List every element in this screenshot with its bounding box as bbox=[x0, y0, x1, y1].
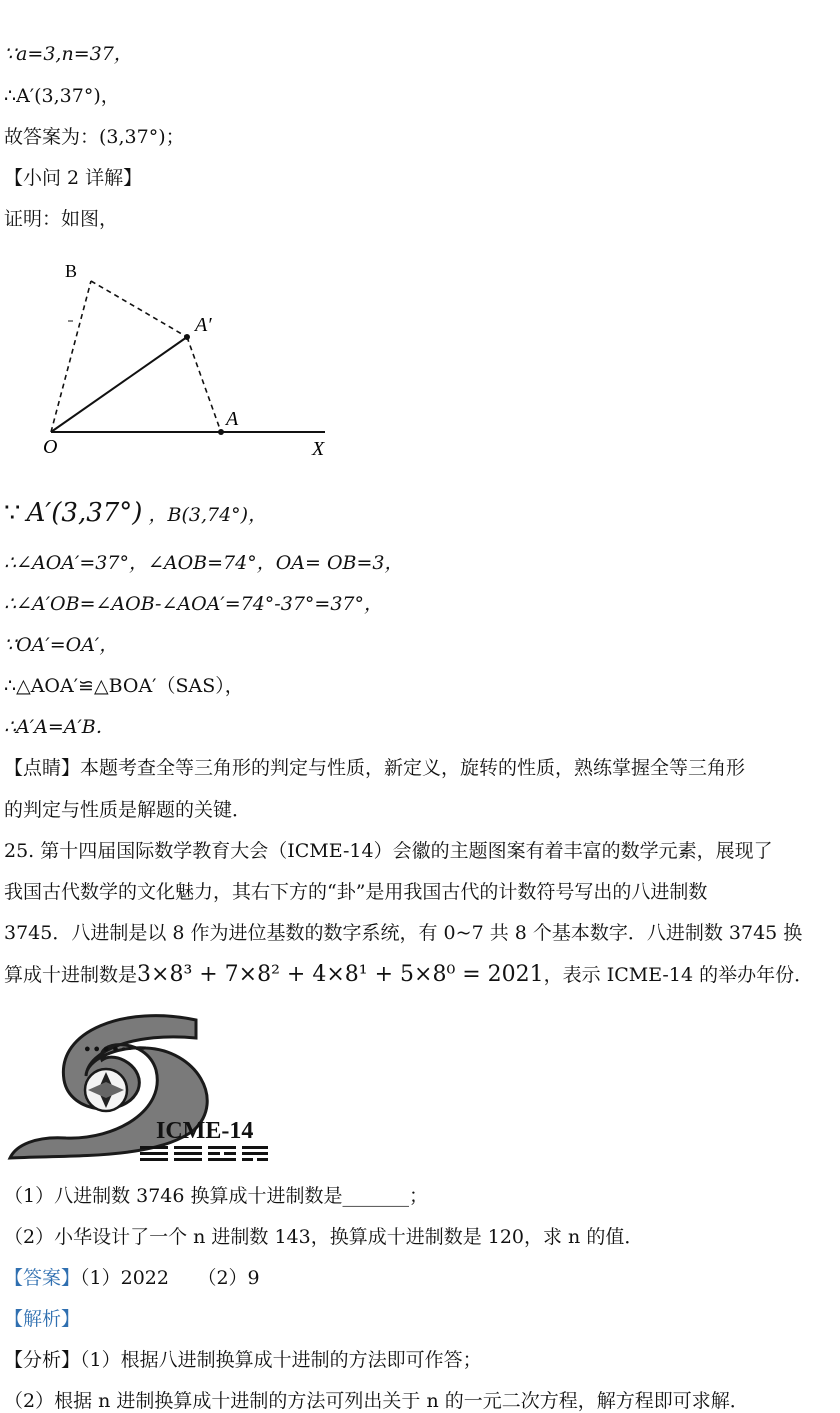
line-given-a-n: ∵a=3,n=37， bbox=[4, 43, 133, 65]
segment-aprimea bbox=[187, 337, 221, 432]
line-analysis-2: （2）根据 n 进制换算成十进制的方法可列出关于 n 的一元二次方程，解方程即可求解． bbox=[4, 1390, 749, 1412]
octal-conversion-formula: 3×8³ + 7×8² + 4×8¹ + 5×8⁰ = 2021 bbox=[137, 962, 544, 987]
line-comment-1: 【点睛】本题考查全等三角形的判定与性质，新定义，旋转的性质，熟练掌握全等三角形 bbox=[4, 757, 746, 779]
line-part-1: （1）八进制数 3746 换算成十进制数是_______； bbox=[4, 1185, 429, 1207]
because-symbol: ∵ bbox=[4, 498, 21, 528]
label-b: B bbox=[65, 261, 78, 281]
logo-counting-rods bbox=[140, 1146, 268, 1161]
line-q25-2: 我国古代数学的文化魅力，其右下方的“卦”是用我国古代的计数符号写出的八进制数 bbox=[4, 881, 708, 903]
line-conclusion: ∴A′A=A′B． bbox=[4, 716, 115, 738]
line-angle-calc: ∴∠A′OB=∠AOB-∠AOA′=74°-37°=37°， bbox=[4, 593, 383, 615]
point-a bbox=[218, 429, 224, 435]
logo-text: ICME-14 bbox=[156, 1118, 254, 1144]
label-o: O bbox=[43, 436, 58, 458]
line-answer-1: 故答案为：(3,37°)； bbox=[4, 126, 185, 148]
line-subquestion-2-header: 【小问 2 详解】 bbox=[4, 167, 143, 189]
answer-values: （1）2022 （2）9 bbox=[80, 1267, 260, 1289]
aprime-polar: A′(3,37°) bbox=[26, 498, 143, 528]
line-congruence: ∴△AOA′≌△BOA′（SAS）， bbox=[4, 675, 244, 697]
segment-baprime bbox=[91, 281, 187, 337]
line-angles: ∴∠AOA′=37°，∠AOB=74°，OA= OB=3， bbox=[4, 552, 404, 574]
point-aprime bbox=[184, 334, 190, 340]
line-comment-2: 的判定与性质是解题的关键． bbox=[4, 799, 252, 821]
line-analysis-1: 【分析】（1）根据八进制换算成十进制的方法即可作答； bbox=[4, 1349, 482, 1371]
segment-oaprime bbox=[51, 337, 187, 432]
line-part-2: （2）小华设计了一个 n 进制数 143，换算成十进制数是 120，求 n 的值． bbox=[4, 1226, 644, 1248]
b-polar: ，B(3,74°)， bbox=[148, 504, 268, 526]
line-q25-3: 3745．八进制是以 8 作为进位基数的数字系统，有 0~7 共 8 个基本数字．八进制数 3745 换 bbox=[4, 922, 803, 944]
line-q25-1: 25. 第十四届国际数学教育大会（ICME-14）会徽的主题图案有着丰富的数学元素，展现了 bbox=[4, 840, 773, 862]
geometry-figure bbox=[35, 255, 345, 465]
line-answer bbox=[4, 1266, 260, 1290]
label-a: A bbox=[226, 408, 239, 430]
label-x: X bbox=[312, 438, 325, 460]
logo-dots: ● ● ● ● ◦ ◦ ◦ ◦ bbox=[84, 1043, 146, 1055]
line-given-points bbox=[4, 496, 267, 532]
line-common-side: ∵OA′=OA′， bbox=[4, 634, 119, 656]
line-analysis-header: 【解析】 bbox=[4, 1308, 81, 1330]
line-aprime-coord: ∴A′(3,37°)， bbox=[4, 85, 120, 107]
line-q25-4 bbox=[4, 960, 813, 990]
answer-label: 【答案】 bbox=[4, 1267, 81, 1289]
label-aprime: A′ bbox=[195, 314, 212, 336]
icme-logo bbox=[6, 1010, 271, 1162]
q25-text-after-formula: ，表示 ICME-14 的举办年份． bbox=[543, 964, 814, 986]
line-proof-intro: 证明：如图， bbox=[4, 208, 119, 230]
q25-text-before-formula: 算成十进制数是 bbox=[4, 964, 138, 986]
